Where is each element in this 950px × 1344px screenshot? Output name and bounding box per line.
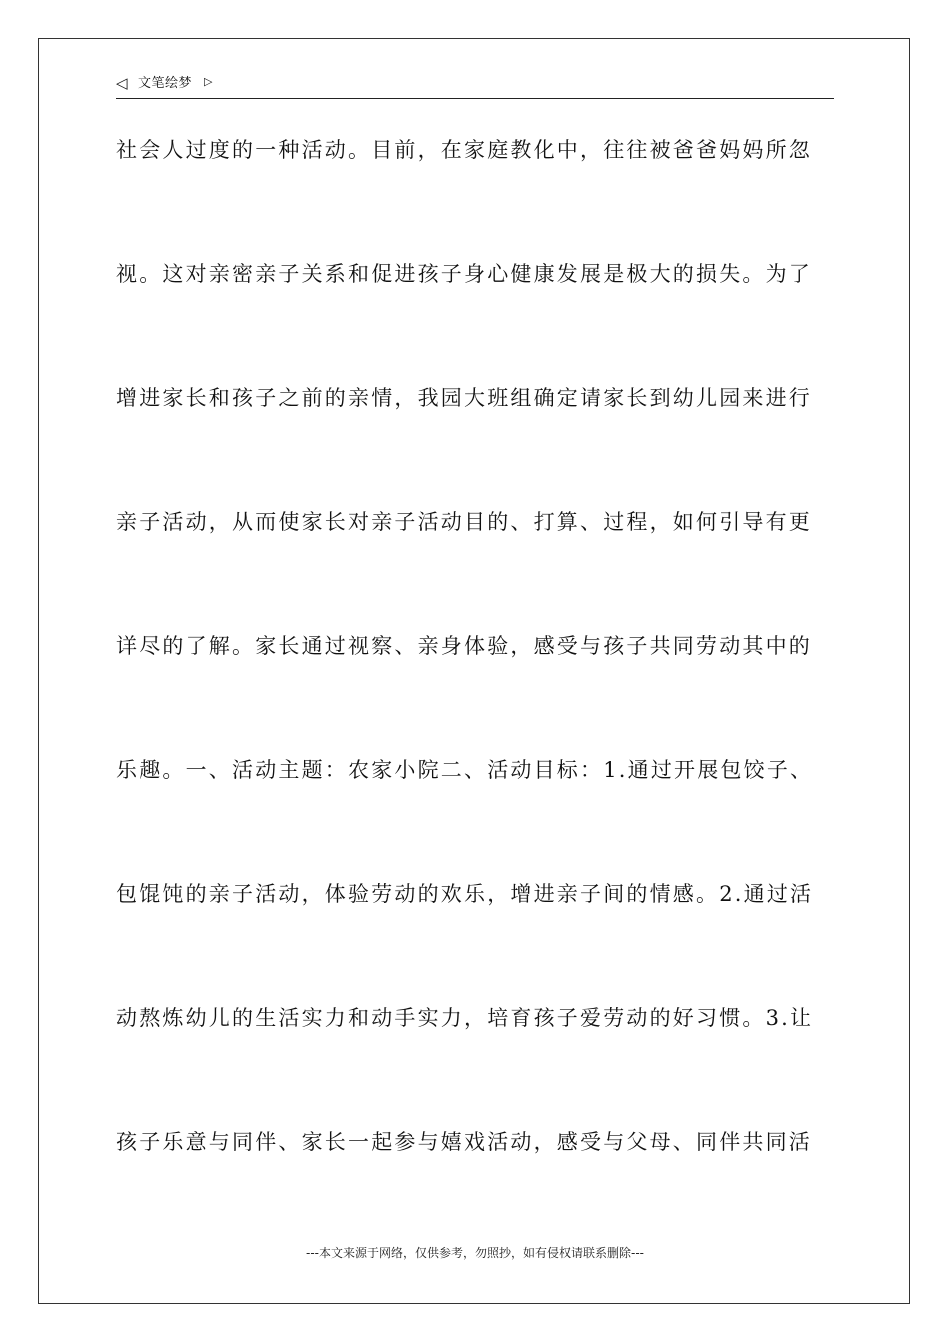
body-line: 增进家长和孩子之前的亲情，我园大班组确定请家长到幼儿园来进行 [116,386,812,410]
body-line: 视。这对亲密亲子关系和促进孩子身心健康发展是极大的损失。为了 [116,262,812,286]
triangle-left-icon: ◁ [116,74,128,92]
header-title: 文笔绘梦 [138,76,193,91]
body-line: 包馄饨的亲子活动，体验劳动的欢乐，增进亲子间的情感。2.通过活 [116,882,814,906]
body-line: 亲子活动，从而使家长对亲子活动目的、打算、过程，如何引导有更 [116,510,812,534]
footer-disclaimer: ---本文来源于网络，仅供参考，勿照抄，如有侵权请联系删除--- [306,1246,644,1260]
page-header [116,72,834,99]
body-line: 社会人过度的一种活动。目前，在家庭教化中，往往被爸爸妈妈所忽 [116,138,812,162]
body-line: 详尽的了解。家长通过视察、亲身体验，感受与孩子共同劳动其中的 [116,634,812,658]
body-line: 乐趣。一、活动主题：农家小院二、活动目标：1.通过开展包饺子、 [116,758,814,782]
page-frame [38,38,910,1304]
triangle-right-icon: ▷ [204,75,213,88]
body-line: 孩子乐意与同伴、家长一起参与嬉戏活动，感受与父母、同伴共同活 [116,1130,812,1154]
body-line: 动熬炼幼儿的生活实力和动手实力，培育孩子爱劳动的好习惯。3.让 [116,1006,814,1030]
